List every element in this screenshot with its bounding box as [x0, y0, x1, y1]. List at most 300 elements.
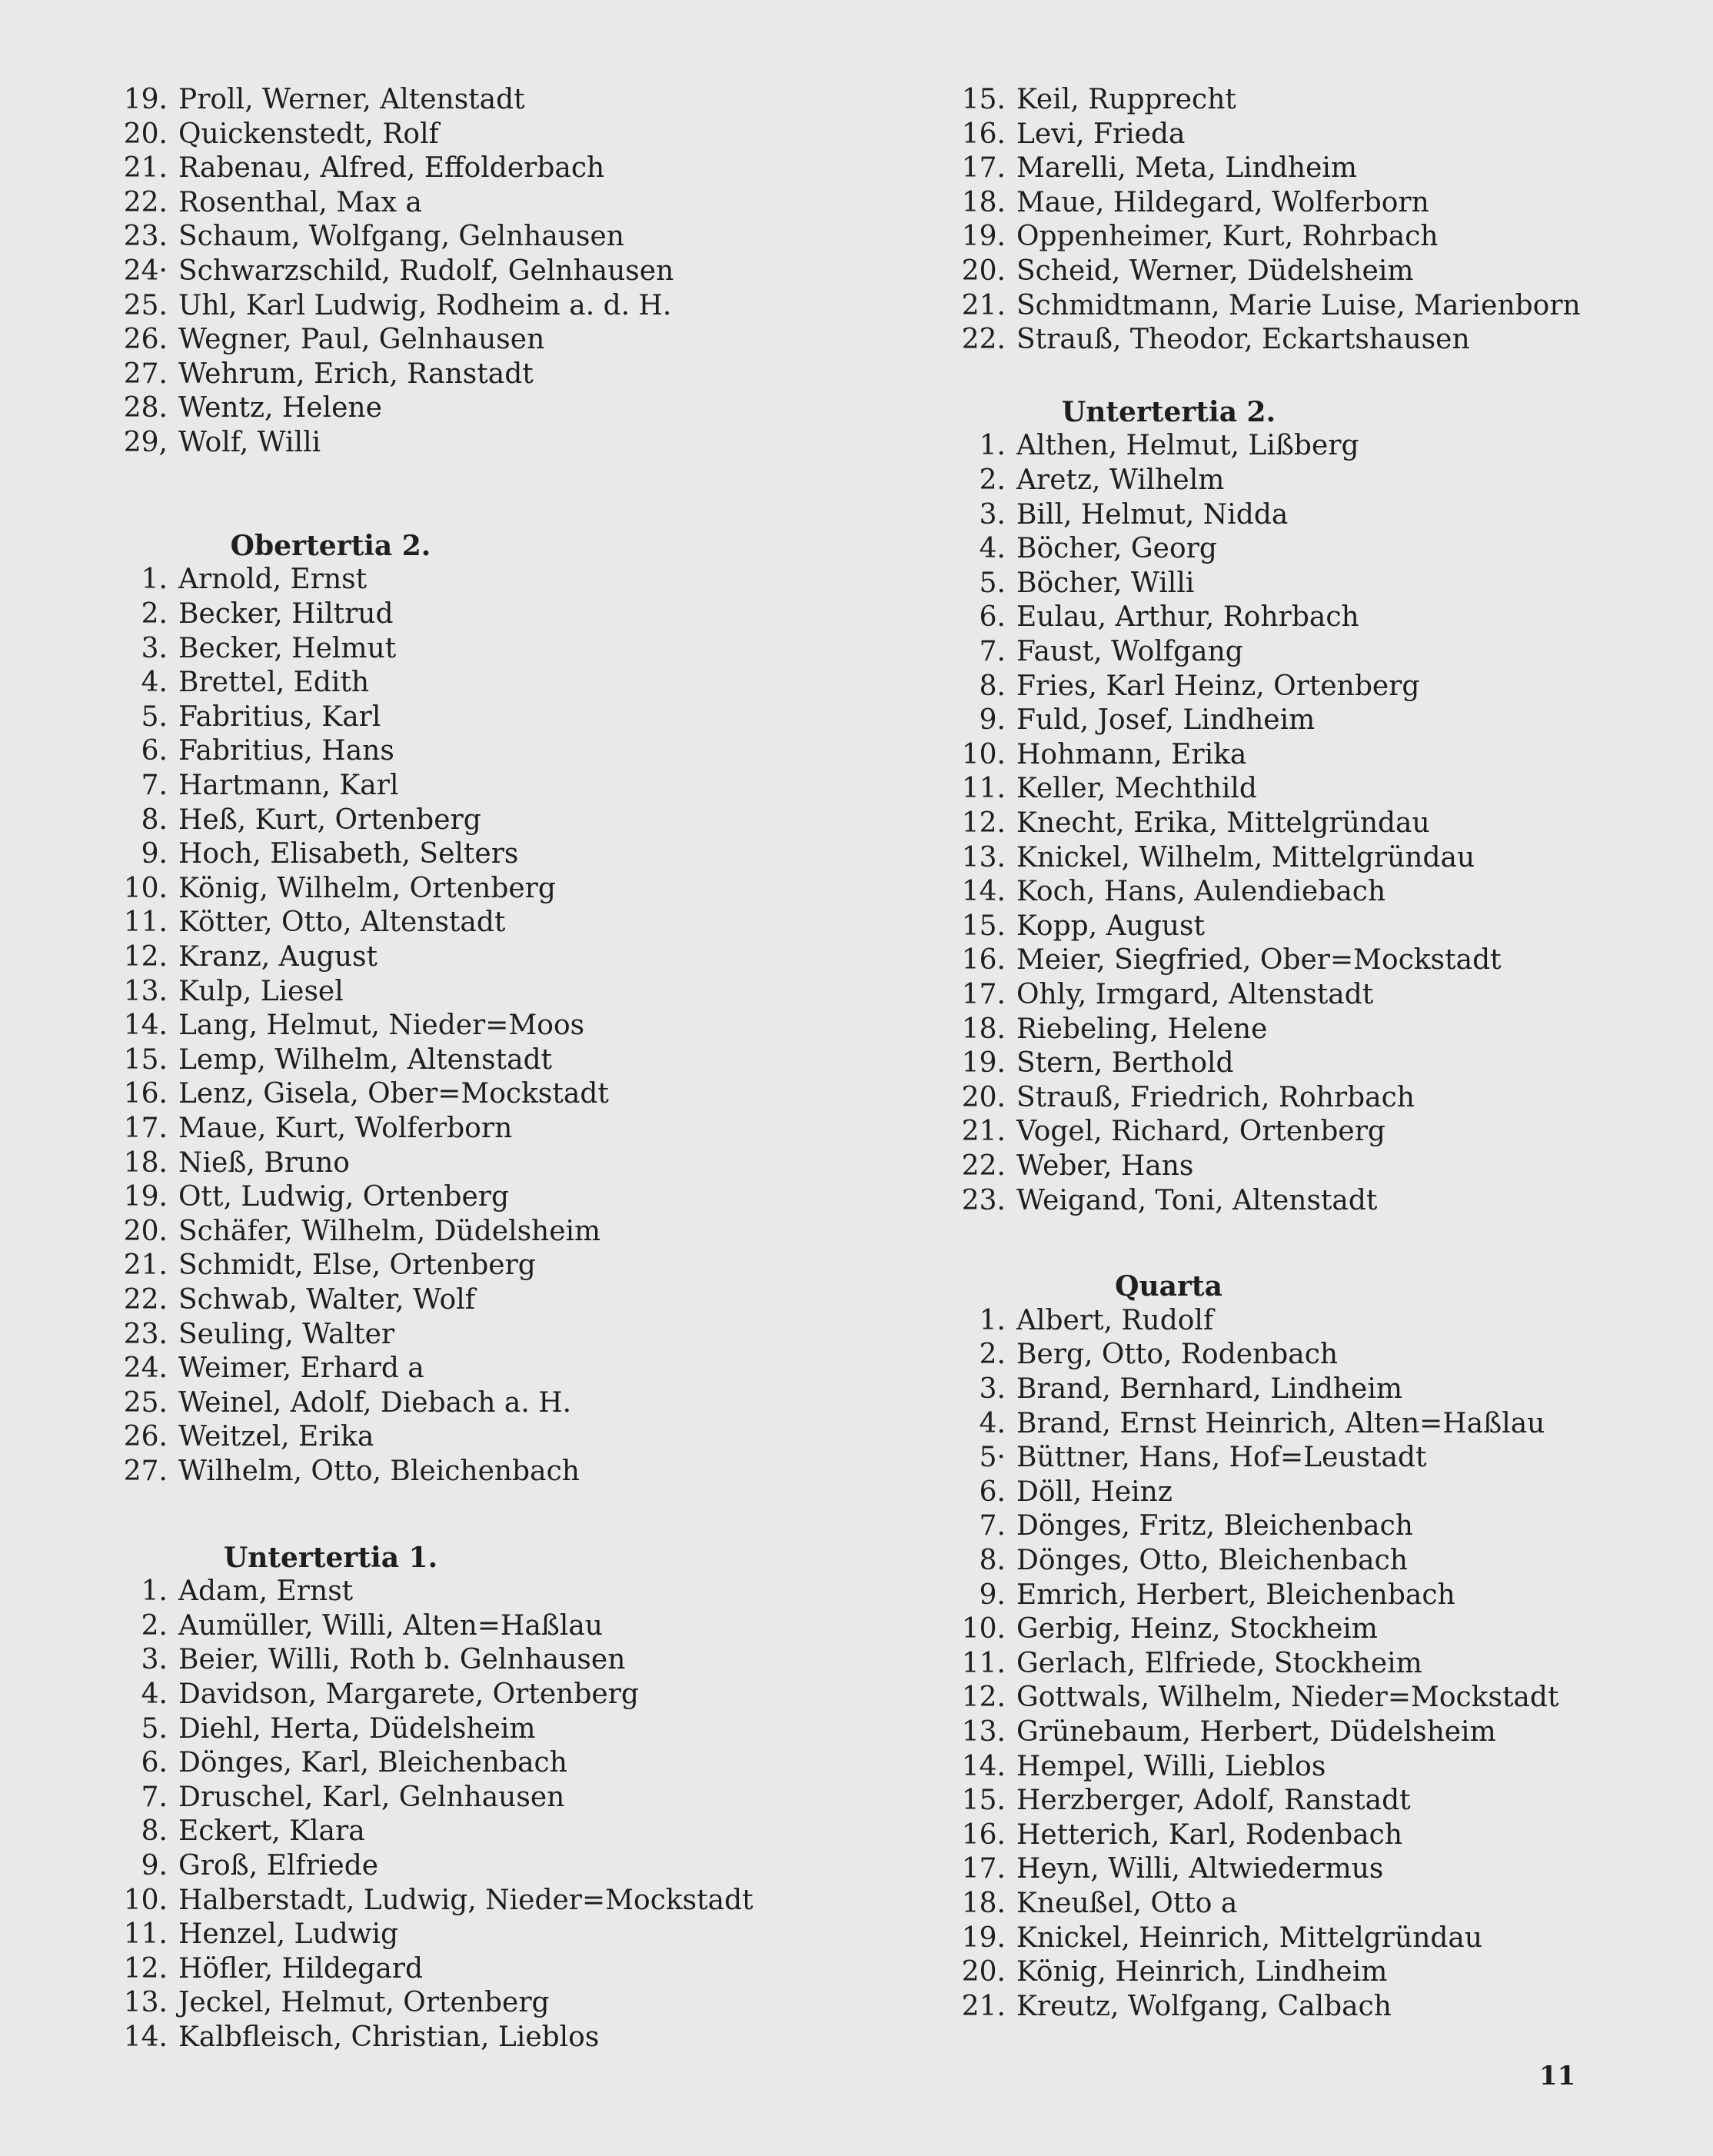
list-item: [92, 1815, 365, 1849]
entry-number: 6.: [979, 601, 1006, 634]
entry-name: Stern, Berthold: [1016, 1047, 1234, 1080]
entry-number: 20.: [123, 1215, 168, 1247]
entry-number: 26.: [123, 324, 168, 356]
list-item: [930, 875, 1385, 910]
list-item: [92, 255, 674, 289]
entry-name: Herzberger, Adolf, Ranstadt: [1016, 1785, 1411, 1817]
list-item: [92, 1678, 639, 1712]
list-item: [92, 1386, 571, 1421]
entry-number: 14.: [961, 1750, 1006, 1782]
entry-number: 24·: [123, 255, 168, 287]
list-item: [930, 1081, 1415, 1116]
list-item: [92, 83, 525, 118]
entry-number: 13.: [961, 841, 1006, 873]
entry-name: Lenz, Gisela, Ober=Mockstadt: [178, 1078, 609, 1110]
entry-name: Kalbfleisch, Christian, Lieblos: [178, 2021, 600, 2053]
list-item: [930, 1818, 1402, 1853]
entry-number: 20.: [961, 1081, 1006, 1113]
list-item: [92, 1455, 580, 1489]
entry-number: 21.: [961, 1990, 1006, 2022]
entry-name: Gottwals, Wilhelm, Nieder=Mockstadt: [1016, 1682, 1559, 1714]
entry-name: Davidson, Margarete, Ortenberg: [178, 1678, 639, 1710]
list-item: [930, 943, 1502, 978]
entry-name: Eckert, Klara: [178, 1815, 365, 1848]
entry-number: 21.: [123, 152, 168, 185]
entry-name: Maue, Kurt, Wolferborn: [178, 1113, 513, 1144]
list-item: [930, 1784, 1411, 1818]
list-item: [930, 1579, 1455, 1613]
entry-number: 20.: [961, 255, 1006, 287]
entry-name: Meier, Siegfried, Ober=Mockstadt: [1016, 944, 1502, 977]
entry-name: Aretz, Wilhelm: [1016, 464, 1225, 497]
section-heading-untertertia-2: Untertertia 2.: [1061, 395, 1276, 428]
entry-number: 20.: [123, 118, 168, 150]
entry-name: Schmidtmann, Marie Luise, Marienborn: [1016, 289, 1581, 321]
entry-name: Fabritius, Karl: [178, 700, 381, 733]
list-item: [930, 1852, 1383, 1887]
entry-number: 17.: [123, 1113, 168, 1144]
entry-number: 17.: [961, 1853, 1006, 1885]
entry-number: 15.: [961, 1785, 1006, 1817]
list-item: [92, 186, 422, 221]
list-item: [92, 804, 481, 838]
list-item: [930, 151, 1357, 186]
entry-number: 9.: [979, 1579, 1006, 1611]
entry-name: Hetterich, Karl, Rodenbach: [1016, 1818, 1403, 1851]
list-item: [930, 1750, 1325, 1785]
entry-name: Weigand, Toni, Altenstadt: [1016, 1184, 1378, 1216]
list-item: [92, 1352, 424, 1386]
entry-number: 2.: [141, 598, 168, 630]
list-item: [930, 635, 1243, 670]
entry-number: 15.: [961, 84, 1006, 115]
entry-number: 8.: [141, 1815, 168, 1848]
entry-name: Ohly, Irmgard, Altenstadt: [1016, 979, 1374, 1011]
list-item: [930, 1013, 1267, 1047]
entry-number: 1.: [979, 430, 1006, 462]
entry-number: 29,: [123, 427, 168, 458]
entry-name: Dönges, Fritz, Bleichenbach: [1016, 1510, 1413, 1542]
list-item: [92, 1609, 603, 1644]
entry-name: Wegner, Paul, Gelnhausen: [178, 324, 545, 356]
list-item: [930, 429, 1359, 464]
list-item: [92, 1249, 536, 1283]
list-item: [92, 1986, 550, 2021]
list-item: [92, 734, 394, 769]
list-item: [930, 1612, 1378, 1647]
section-heading-quarta: Quarta: [1115, 1270, 1222, 1303]
list-item: [92, 220, 624, 255]
entry-name: Knickel, Wilhelm, Mittelgründau: [1016, 841, 1475, 873]
entry-number: 3.: [979, 1372, 1006, 1405]
entry-name: Strauß, Friedrich, Rohrbach: [1016, 1081, 1415, 1113]
entry-number: 22.: [123, 186, 168, 218]
entry-number: 21.: [123, 1249, 168, 1282]
entry-name: Hohmann, Erika: [1016, 738, 1247, 770]
entry-number: 16.: [961, 1818, 1006, 1851]
entry-number: 8.: [141, 804, 168, 836]
entry-name: Rabenau, Alfred, Effolderbach: [178, 152, 605, 185]
list-item: [930, 807, 1430, 841]
entry-number: 23.: [961, 1184, 1006, 1216]
entry-number: 8.: [979, 670, 1006, 702]
entry-name: Koch, Hans, Aulendiebach: [1016, 876, 1386, 908]
list-item: [930, 1887, 1237, 1921]
list-item: [92, 358, 534, 392]
entry-name: Hempel, Willi, Lieblos: [1016, 1750, 1326, 1782]
list-item: [930, 220, 1439, 255]
list-item: [930, 1150, 1193, 1184]
entry-name: Brettel, Edith: [178, 667, 370, 699]
entry-name: Diehl, Herta, Düdelsheim: [178, 1712, 536, 1745]
list-item: [92, 426, 321, 461]
list-item: [92, 1043, 552, 1078]
list-item: [92, 872, 556, 907]
entry-name: Rosenthal, Max a: [178, 186, 422, 218]
entry-name: Marelli, Meta, Lindheim: [1016, 152, 1358, 185]
list-item: [930, 738, 1246, 773]
list-item: [92, 1781, 564, 1815]
entry-number: 25.: [123, 289, 168, 321]
entry-name: Weitzel, Erika: [178, 1421, 374, 1453]
entry-number: 18.: [123, 1146, 168, 1179]
entry-name: Nieß, Bruno: [178, 1146, 350, 1179]
entry-number: 23.: [123, 221, 168, 253]
entry-name: Fuld, Josef, Lindheim: [1016, 704, 1316, 737]
entry-number: 13.: [123, 975, 168, 1007]
entry-name: Keller, Mechthild: [1016, 773, 1257, 805]
list-item: [930, 841, 1475, 876]
entry-name: Seuling, Walter: [178, 1318, 395, 1350]
entry-name: Wilhelm, Otto, Bleichenbach: [178, 1456, 580, 1487]
entry-number: 4.: [141, 1678, 168, 1710]
entry-number: 20.: [961, 1956, 1006, 1988]
entry-name: Riebeling, Helene: [1016, 1013, 1268, 1045]
entry-name: Oppenheimer, Kurt, Rohrbach: [1016, 221, 1439, 253]
section-heading-untertertia-1: Untertertia 1.: [223, 1541, 438, 1574]
entry-name: Böcher, Willi: [1016, 567, 1195, 599]
page-number: 11: [1539, 2061, 1576, 2091]
entry-number: 7.: [141, 1781, 168, 1813]
entry-number: 11.: [123, 907, 168, 939]
list-item: [92, 975, 344, 1010]
entry-name: Levi, Frieda: [1016, 118, 1186, 150]
entry-number: 3.: [141, 1644, 168, 1676]
list-item: [92, 597, 394, 632]
entry-number: 6.: [141, 735, 168, 767]
entry-name: Wehrum, Erich, Ranstadt: [178, 358, 534, 390]
list-item: [930, 1509, 1413, 1544]
entry-number: 17.: [961, 979, 1006, 1011]
entry-number: 7.: [141, 770, 168, 801]
entry-name: Wentz, Helene: [178, 392, 382, 424]
entry-name: Althen, Helmut, Lißberg: [1016, 430, 1359, 462]
entry-number: 22.: [961, 324, 1006, 356]
entry-name: Becker, Hiltrud: [178, 598, 394, 630]
list-item: [930, 1476, 1172, 1510]
list-item: [92, 1575, 353, 1609]
entry-number: 19.: [123, 1181, 168, 1213]
entry-name: Proll, Werner, Altenstadt: [178, 84, 525, 115]
entry-number: 4.: [979, 533, 1006, 565]
list-item: [930, 1990, 1392, 2025]
list-item: [92, 118, 439, 152]
entry-name: Fries, Karl Heinz, Ortenberg: [1016, 670, 1420, 702]
list-item: [92, 769, 398, 804]
list-item: [930, 772, 1257, 807]
entry-number: 10.: [123, 872, 168, 904]
list-item: [930, 532, 1217, 567]
list-item: [930, 567, 1194, 601]
entry-name: König, Heinrich, Lindheim: [1016, 1956, 1388, 1988]
entry-number: 14.: [123, 1010, 168, 1042]
entry-number: 16.: [123, 1078, 168, 1110]
list-item: [930, 978, 1373, 1013]
entry-name: Vogel, Richard, Ortenberg: [1016, 1116, 1385, 1148]
list-item: [930, 910, 1205, 944]
list-item: [930, 1544, 1408, 1579]
entry-name: Kopp, August: [1016, 910, 1205, 942]
entry-name: Strauß, Theodor, Eckartshausen: [1016, 324, 1470, 356]
entry-name: Dönges, Karl, Bleichenbach: [178, 1747, 567, 1779]
list-item: [92, 906, 505, 940]
list-item: [930, 118, 1185, 152]
list-item: [92, 1283, 475, 1318]
entry-name: Grünebaum, Herbert, Düdelsheim: [1016, 1715, 1496, 1748]
entry-number: 27.: [123, 358, 168, 390]
entry-number: 19.: [961, 1921, 1006, 1954]
entry-name: Halberstadt, Ludwig, Nieder=Mockstadt: [178, 1884, 753, 1916]
list-item: [92, 563, 367, 597]
entry-name: Böcher, Georg: [1016, 533, 1217, 565]
entry-number: 7.: [979, 1510, 1006, 1542]
entry-number: 3.: [979, 498, 1006, 531]
entry-name: Bill, Helmut, Nidda: [1016, 498, 1289, 531]
list-item: [92, 837, 518, 872]
entry-number: 11.: [961, 773, 1006, 805]
list-item: [930, 255, 1414, 289]
entry-number: 22.: [123, 1284, 168, 1316]
entry-name: Kötter, Otto, Altenstadt: [178, 907, 506, 939]
entry-number: 12.: [961, 1682, 1006, 1714]
entry-number: 14.: [123, 2021, 168, 2053]
entry-number: 6.: [141, 1747, 168, 1779]
entry-name: Groß, Elfriede: [178, 1849, 379, 1882]
entry-number: 1.: [141, 564, 168, 596]
entry-number: 5·: [979, 1442, 1006, 1474]
list-item: [930, 1407, 1545, 1442]
list-item: [930, 1681, 1558, 1715]
entry-number: 4.: [141, 667, 168, 699]
entry-number: 19.: [961, 1047, 1006, 1080]
entry-number: 19.: [961, 221, 1006, 253]
list-item: [92, 1712, 536, 1747]
entry-name: Gerlach, Elfriede, Stockheim: [1016, 1647, 1422, 1679]
entry-number: 5.: [979, 567, 1006, 599]
entry-name: Wolf, Willi: [178, 427, 321, 458]
list-item: [930, 83, 1236, 118]
list-item: [92, 151, 604, 186]
entry-number: 11.: [961, 1647, 1006, 1679]
list-item: [930, 464, 1224, 498]
entry-name: Quickenstedt, Rolf: [178, 118, 439, 150]
entry-number: 10.: [961, 1613, 1006, 1645]
entry-name: Adam, Ernst: [178, 1575, 354, 1608]
list-item: [930, 1338, 1338, 1372]
entry-name: Henzel, Ludwig: [178, 1918, 399, 1951]
list-item: [930, 1046, 1234, 1081]
entry-number: 19.: [123, 84, 168, 115]
list-item: [92, 391, 382, 426]
entry-number: 1.: [141, 1575, 168, 1608]
entry-number: 28.: [123, 392, 168, 424]
entry-name: Dönges, Otto, Bleichenbach: [1016, 1544, 1408, 1576]
entry-number: 12.: [123, 941, 168, 973]
list-item: [930, 670, 1419, 704]
entry-number: 23.: [123, 1318, 168, 1350]
entry-number: 16.: [961, 118, 1006, 150]
list-item: [92, 1215, 600, 1249]
list-item: [92, 700, 381, 735]
entry-name: Gerbig, Heinz, Stockheim: [1016, 1613, 1378, 1645]
entry-name: Faust, Wolfgang: [1016, 636, 1243, 668]
list-item: [92, 1849, 378, 1884]
list-item: [92, 1077, 609, 1112]
entry-number: 11.: [123, 1918, 168, 1951]
list-item: [92, 666, 369, 700]
entry-name: Beier, Willi, Roth b. Gelnhausen: [178, 1644, 626, 1676]
list-item: [930, 186, 1429, 221]
list-item: [92, 1318, 394, 1352]
list-item: [930, 1715, 1496, 1750]
entry-name: Ott, Ludwig, Ortenberg: [178, 1181, 510, 1213]
list-item: [92, 289, 671, 324]
entry-name: Höfler, Hildegard: [178, 1952, 424, 1985]
entry-number: 9.: [141, 1849, 168, 1882]
entry-name: Schwarzschild, Rudolf, Gelnhausen: [178, 255, 674, 287]
entry-number: 5.: [141, 1712, 168, 1745]
list-item: [930, 1115, 1385, 1150]
entry-name: Weinel, Adolf, Diebach a. H.: [178, 1386, 572, 1419]
entry-number: 13.: [961, 1715, 1006, 1748]
entry-name: Kulp, Liesel: [178, 975, 344, 1007]
list-item: [92, 1918, 398, 1952]
entry-number: 18.: [961, 1013, 1006, 1045]
entry-number: 21.: [961, 289, 1006, 321]
list-item: [92, 1952, 423, 1987]
entry-name: Jeckel, Helmut, Ortenberg: [178, 1987, 550, 2019]
list-item: [930, 1647, 1422, 1682]
list-item: [92, 1420, 374, 1455]
entry-number: 10.: [961, 738, 1006, 770]
list-item: [930, 323, 1470, 358]
entry-name: Heyn, Willi, Altwiedermus: [1016, 1853, 1384, 1885]
entry-number: 2.: [979, 1339, 1006, 1371]
entry-number: 3.: [141, 632, 168, 664]
list-item: [930, 1441, 1426, 1476]
entry-name: Fabritius, Hans: [178, 735, 394, 767]
entry-number: 10.: [123, 1884, 168, 1916]
list-item: [92, 1884, 753, 1918]
entry-number: 2.: [979, 464, 1006, 497]
entry-name: Knickel, Heinrich, Mittelgründau: [1016, 1921, 1483, 1954]
entry-name: Kreutz, Wolfgang, Calbach: [1016, 1990, 1392, 2022]
entry-number: 21.: [961, 1116, 1006, 1148]
entry-number: 26.: [123, 1421, 168, 1453]
list-item: [930, 704, 1315, 738]
entry-name: Becker, Helmut: [178, 632, 397, 664]
list-item: [92, 1180, 509, 1215]
entry-number: 5.: [141, 700, 168, 733]
entry-number: 16.: [961, 944, 1006, 977]
entry-number: 18.: [961, 186, 1006, 218]
entry-name: Aumüller, Willi, Alten=Haßlau: [178, 1609, 603, 1642]
entry-name: König, Wilhelm, Ortenberg: [178, 872, 556, 904]
list-item: [930, 1955, 1387, 1990]
entry-name: Berg, Otto, Rodenbach: [1016, 1339, 1339, 1371]
list-item: [930, 601, 1359, 635]
entry-name: Brand, Bernhard, Lindheim: [1016, 1372, 1402, 1405]
entry-name: Brand, Ernst Heinrich, Alten=Haßlau: [1016, 1407, 1545, 1439]
section-heading-obertertia-2: Obertertia 2.: [230, 529, 431, 562]
entry-number: 12.: [123, 1952, 168, 1985]
list-item: [92, 2021, 599, 2055]
entry-name: Schmidt, Else, Ortenberg: [178, 1249, 536, 1282]
list-item: [92, 940, 378, 975]
entry-number: 8.: [979, 1544, 1006, 1576]
list-item: [930, 1921, 1482, 1956]
entry-name: Schäfer, Wilhelm, Düdelsheim: [178, 1215, 601, 1247]
entry-number: 1.: [979, 1304, 1006, 1336]
entry-number: 22.: [961, 1150, 1006, 1183]
entry-number: 15.: [123, 1043, 168, 1076]
entry-number: 12.: [961, 807, 1006, 840]
entry-name: Döll, Heinz: [1016, 1476, 1172, 1508]
entry-name: Scheid, Werner, Düdelsheim: [1016, 255, 1414, 287]
entry-number: 2.: [141, 1609, 168, 1642]
entry-name: Arnold, Ernst: [178, 564, 368, 596]
list-item: [92, 1146, 350, 1181]
list-item: [92, 1643, 625, 1678]
entry-name: Kranz, August: [178, 941, 378, 973]
entry-number: 7.: [979, 636, 1006, 668]
entry-name: Schaum, Wolfgang, Gelnhausen: [178, 221, 624, 253]
list-item: [930, 289, 1581, 324]
entry-number: 27.: [123, 1456, 168, 1487]
entry-number: 14.: [961, 876, 1006, 908]
entry-name: Maue, Hildegard, Wolferborn: [1016, 186, 1429, 218]
list-item: [930, 1372, 1402, 1407]
entry-number: 4.: [979, 1407, 1006, 1439]
list-item: [92, 323, 544, 358]
entry-name: Emrich, Herbert, Bleichenbach: [1016, 1579, 1455, 1611]
entry-name: Schwab, Walter, Wolf: [178, 1284, 476, 1316]
entry-number: 9.: [141, 838, 168, 870]
list-item: [930, 498, 1288, 533]
entry-name: Knecht, Erika, Mittelgründau: [1016, 807, 1430, 840]
entry-name: Lemp, Wilhelm, Altenstadt: [178, 1043, 553, 1076]
entry-name: Eulau, Arthur, Rohrbach: [1016, 601, 1359, 634]
entry-name: Lang, Helmut, Nieder=Moos: [178, 1010, 585, 1042]
entry-name: Weimer, Erhard a: [178, 1352, 424, 1385]
list-item: [930, 1304, 1213, 1339]
entry-name: Keil, Rupprecht: [1016, 84, 1236, 115]
entry-number: 13.: [123, 1987, 168, 2019]
entry-number: 18.: [961, 1887, 1006, 1919]
entry-name: Uhl, Karl Ludwig, Rodheim a. d. H.: [178, 289, 672, 321]
entry-number: 15.: [961, 910, 1006, 942]
entry-name: Büttner, Hans, Hof=Leustadt: [1016, 1442, 1427, 1474]
